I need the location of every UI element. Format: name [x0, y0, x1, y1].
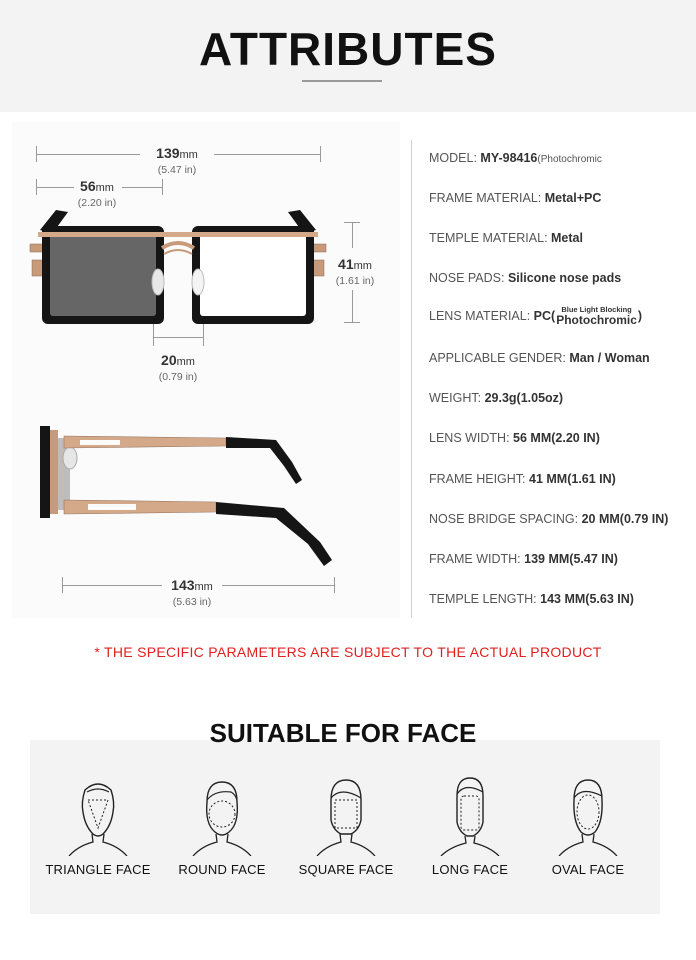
spec-temple-material: [429, 231, 583, 245]
lens-material-stack: [556, 306, 637, 326]
spec-nose-bridge-label: NOSE BRIDGE SPACING:: [429, 512, 582, 526]
face-label-square: SQUARE FACE: [298, 862, 394, 877]
frame-width-tick-left: [36, 146, 37, 162]
lens-width-unit: mm: [95, 182, 114, 194]
glasses-front-view: [28, 204, 328, 326]
spec-model: [429, 151, 602, 165]
temple-line-left: [62, 585, 162, 586]
spec-frame-height-label: FRAME HEIGHT:: [429, 472, 530, 486]
spec-frame-material: [429, 191, 601, 205]
spec-temple-length-label: TEMPLE LENGTH:: [429, 592, 541, 606]
lens-material-top: Blue Light Blocking: [561, 305, 632, 314]
spec-nose-pads: [429, 271, 621, 285]
frame-height-tick-top: [344, 222, 360, 223]
spec-frame-material-value: Metal+PC: [544, 191, 602, 205]
frame-height-line-top: [352, 222, 353, 248]
spec-nose-pads-value: Silicone nose pads: [507, 271, 622, 285]
spec-nose-bridge: [429, 512, 668, 526]
face-label-triangle: TRIANGLE FACE: [45, 862, 151, 877]
triangle-face-icon: [63, 776, 133, 856]
lens-width-tick-right: [162, 179, 163, 195]
spec-frame-material-label: FRAME MATERIAL:: [429, 191, 545, 205]
bridge-value: 20: [161, 352, 177, 368]
temple-tick-left: [62, 577, 63, 593]
spec-weight: [429, 391, 563, 405]
disclaimer-text: * THE SPECIFIC PARAMETERS ARE SUBJECT TO THE ACTUAL PRODUCT: [94, 644, 602, 660]
spec-temple-length-value: 143 MM(5.63 IN): [540, 592, 634, 606]
temple-dimension: [160, 577, 224, 608]
face-item-triangle: [38, 776, 158, 877]
spec-lens-material: [429, 306, 642, 326]
bridge-dimension: [146, 352, 210, 383]
face-item-round: [162, 776, 282, 877]
spec-frame-width-label: FRAME WIDTH:: [429, 552, 525, 566]
spec-nose-bridge-value: 20 MM(0.79 IN): [581, 512, 669, 526]
spec-nose-pads-label: NOSE PADS:: [429, 271, 508, 285]
temple-unit: mm: [194, 581, 213, 593]
frame-width-unit: mm: [179, 149, 198, 161]
spec-divider: [411, 140, 412, 618]
frame-width-value: 139: [156, 145, 180, 161]
spec-weight-value: 29.3g(1.05oz): [484, 391, 564, 405]
lens-material-close: ): [637, 308, 643, 323]
spec-frame-width: [429, 552, 618, 566]
face-label-long: LONG FACE: [431, 862, 509, 877]
spec-lens-width-label: LENS WIDTH:: [429, 431, 514, 445]
frame-height-unit: mm: [353, 260, 372, 272]
spec-lens-material-label: LENS MATERIAL:: [429, 308, 534, 323]
frame-height-line-bottom: [352, 290, 353, 322]
spec-temple-material-value: Metal: [551, 231, 583, 245]
spec-gender-label: APPLICABLE GENDER:: [429, 351, 570, 365]
spec-frame-height: [429, 472, 616, 486]
spec-model-extra: (Photochromic: [537, 154, 602, 165]
frame-width-line-right: [214, 154, 320, 155]
page-title: ATTRIBUTES: [199, 23, 497, 75]
lens-width-value: 56: [80, 178, 96, 194]
spec-temple-material-label: TEMPLE MATERIAL:: [429, 231, 552, 245]
spec-model-value: MY-98416: [480, 151, 538, 165]
frame-width-inches: (5.47 in): [157, 164, 197, 176]
spec-lens-width-value: 56 MM(2.20 IN): [513, 431, 600, 445]
oval-face-icon: [553, 776, 623, 856]
face-label-round: ROUND FACE: [178, 862, 266, 877]
frame-height-tick-bottom: [344, 322, 360, 323]
lens-material-bottom: Photochromic: [556, 312, 637, 327]
lens-width-inches: (2.20 in): [77, 197, 117, 209]
frame-width-dimension: [140, 145, 214, 176]
temple-inches: (5.63 in): [172, 596, 212, 608]
bridge-line: [153, 337, 203, 338]
face-label-oval: OVAL FACE: [551, 862, 625, 877]
temple-tick-right: [334, 577, 335, 593]
title-underline: [302, 80, 382, 82]
spec-weight-label: WEIGHT:: [429, 391, 485, 405]
spec-frame-height-value: 41 MM(1.61 IN): [529, 472, 616, 486]
face-item-long: [410, 776, 530, 877]
bridge-inches: (0.79 in): [158, 371, 198, 383]
frame-width-tick-right: [320, 146, 321, 162]
square-face-icon: [311, 776, 381, 856]
face-section-title: SUITABLE FOR FACE: [209, 718, 477, 748]
frame-height-dimension: [328, 256, 382, 287]
lens-width-line-right: [122, 187, 162, 188]
glasses-side-view: [40, 418, 340, 578]
face-item-square: [286, 776, 406, 877]
frame-height-value: 41: [338, 256, 354, 272]
spec-gender: [429, 351, 650, 365]
round-face-icon: [187, 776, 257, 856]
lens-width-tick-left: [36, 179, 37, 195]
long-face-icon: [435, 776, 505, 856]
spec-model-label: MODEL:: [429, 151, 481, 165]
spec-temple-length: [429, 592, 634, 606]
spec-frame-width-value: 139 MM(5.47 IN): [524, 552, 618, 566]
bridge-unit: mm: [176, 356, 195, 368]
temple-line-right: [222, 585, 334, 586]
spec-lens-width: [429, 431, 600, 445]
frame-width-line-left: [36, 154, 140, 155]
spec-gender-value: Man / Woman: [569, 351, 650, 365]
frame-height-inches: (1.61 in): [335, 275, 375, 287]
temple-value: 143: [171, 577, 195, 593]
spec-lens-material-value: PC(: [533, 308, 556, 323]
face-item-oval: [528, 776, 648, 877]
